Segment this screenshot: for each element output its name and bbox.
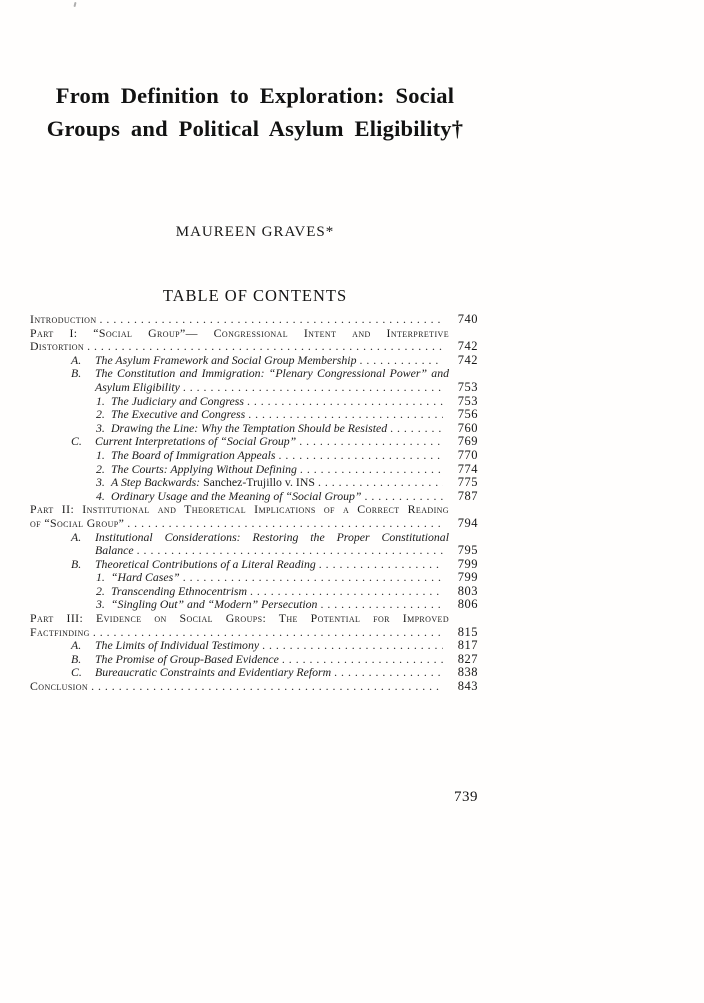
table-of-contents [30,313,478,694]
toc-line [30,653,478,667]
dot-leader [247,395,443,409]
toc-entry-marker: 2. [96,461,105,476]
toc-entry-title: “Hard Cases” [111,570,180,585]
toc-entry-page: 817 [457,638,478,653]
toc-entry-page: 774 [457,461,478,476]
dot-leader [93,626,443,640]
toc-line [30,639,478,653]
toc-line [30,381,478,395]
toc-entry-page: 756 [457,407,478,422]
dot-leader [248,408,443,422]
toc-entry-marker: B. [71,366,82,381]
dot-leader [262,639,443,653]
toc-entry-page: 775 [457,475,478,490]
toc-entry-title: A Step Backwards: [111,475,204,490]
toc-line [30,422,478,436]
toc-line [30,503,449,517]
toc-entry-marker: 3. [96,597,105,612]
toc-entry-page: 827 [457,651,478,666]
toc-entry-page: 794 [457,515,478,530]
toc-entry-marker: 4. [96,488,105,503]
toc-entry-page: 787 [457,488,478,503]
toc-entry-title: The Limits of Individual Testimony [95,638,260,653]
toc-entry-marker: A. [71,352,82,367]
toc-entry-marker: C. [71,665,82,680]
article-title-line1: From Definition to Exploration: Social [55,83,455,108]
toc-line [30,408,478,422]
toc-entry-title: Part III: Evidence on Social Groups: The Potential for Improved [30,611,449,626]
toc-line [30,558,478,572]
author-name: MAUREEN GRAVES* [175,224,335,240]
toc-entry-marker: B. [71,651,82,666]
dot-leader [318,476,443,490]
toc-entry-title: Drawing the Line: Why the Temptation Should be Resisted [111,420,388,435]
toc-entry-marker: C. [71,434,82,449]
toc-entry-title: Factfinding [30,624,90,639]
toc-entry-page: 770 [457,447,478,462]
toc-entry-title: Asylum Eligibility [95,379,180,394]
dot-leader [100,313,443,327]
dot-leader [300,463,443,477]
toc-entry-title: The Asylum Framework and Social Group Membership [95,352,357,367]
toc-entry-title: The Promise of Group-Based Evidence [95,651,279,666]
toc-entry-title: The Judiciary and Congress [111,393,244,408]
toc-line [30,544,478,558]
toc-line [30,354,478,368]
toc-entry-page: 760 [457,420,478,435]
scan-speck [73,2,76,7]
dot-leader [279,449,444,463]
toc-heading: TABLE OF CONTENTS [162,286,348,305]
toc-line [30,585,478,599]
toc-entry-title: Bureaucratic Constraints and Evidentiary Reform [95,665,332,680]
toc-line [30,367,449,381]
toc-entry-page: 769 [457,434,478,449]
toc-line [30,571,478,585]
page-number: 739 [454,789,478,805]
toc-entry-title: Balance [95,543,134,558]
toc-line [30,626,478,640]
toc-line [30,327,449,341]
toc-entry-marker: 2. [96,583,105,598]
toc-entry-page: 799 [457,556,478,571]
toc-entry-page: 799 [457,570,478,585]
toc-line [30,340,478,354]
toc-line [30,598,478,612]
toc-entry-marker: B. [71,556,82,571]
toc-entry-page: 838 [457,665,478,680]
toc-line [30,313,478,327]
dot-leader [183,381,443,395]
toc-entry-title: The Board of Immigration Appeals [111,447,276,462]
toc-line [30,612,449,626]
toc-entry-page: 753 [457,379,478,394]
toc-entry-title: The Constitution and Immigration: “Plenary Congressional Power” and [95,366,449,381]
toc-entry-page: 806 [457,597,478,612]
toc-entry-marker: 2. [96,407,105,422]
toc-entry-marker: 1. [96,570,105,585]
toc-entry-title: Theoretical Contributions of a Literal Reading [95,556,316,571]
toc-line [30,449,478,463]
toc-entry-marker: 3. [96,475,105,490]
toc-line [30,435,478,449]
dot-leader [319,558,443,572]
toc-entry-title: Distortion [30,339,85,354]
dot-leader [320,598,443,612]
toc-entry-title: Part I: “Social Group”— Congressional Intent and Interpretive [30,325,449,340]
dot-leader [91,680,443,694]
toc-entry-marker: A. [71,638,82,653]
toc-entry-page: 740 [457,312,478,326]
toc-line [30,463,478,477]
dot-leader [390,422,443,436]
toc-entry-marker: 3. [96,420,105,435]
toc-line [30,666,478,680]
toc-entry-title: Conclusion [30,679,89,694]
toc-entry-page: 803 [457,583,478,598]
toc-entry-marker: A. [71,529,82,544]
toc-line [30,531,449,545]
article-title [30,79,480,145]
toc-entry-title: Introduction [30,312,97,326]
toc-line [30,395,478,409]
toc-entry-page: 742 [457,339,478,354]
toc-entry-title: Transcending Ethnocentrism [111,583,247,598]
toc-entry-page: 843 [457,679,478,694]
article-title-line2: Groups and Political Asylum Eligibility† [46,116,464,141]
dot-leader [250,585,443,599]
toc-line [30,476,478,490]
dot-leader [299,435,443,449]
toc-line [30,490,478,504]
dot-leader [127,517,443,531]
toc-entry-page: 815 [457,624,478,639]
dot-leader [87,340,443,354]
toc-entry-title: “Singling Out” and “Modern” Persecution [111,597,318,612]
dot-leader [282,653,443,667]
dot-leader [364,490,443,504]
toc-entry-title: of “Social Group” [30,515,125,530]
toc-entry-title: The Executive and Congress [111,407,246,422]
dot-leader [334,666,443,680]
toc-entry-title: The Courts: Applying Without Defining [111,461,297,476]
toc-entry-marker: 1. [96,447,105,462]
toc-entry-title: Current Interpretations of “Social Group” [95,434,297,449]
toc-entry-title: Institutional Considerations: Restoring the Proper Constitutional [95,529,449,544]
toc-entry-page: 795 [457,543,478,558]
toc-entry-page: 742 [457,352,478,367]
toc-entry-page: 753 [457,393,478,408]
dot-leader [137,544,443,558]
dot-leader [183,571,443,585]
toc-entry-title: Part II: Institutional and Theoretical Implications of a Correct Reading [30,502,449,517]
toc-line [30,517,478,531]
toc-entry-case-name: Sanchez-Trujillo v. INS [203,475,315,490]
dot-leader [359,354,443,368]
toc-line [30,680,478,694]
toc-entry-title: Ordinary Usage and the Meaning of “Social Group” [111,488,362,503]
toc-entry-marker: 1. [96,393,105,408]
